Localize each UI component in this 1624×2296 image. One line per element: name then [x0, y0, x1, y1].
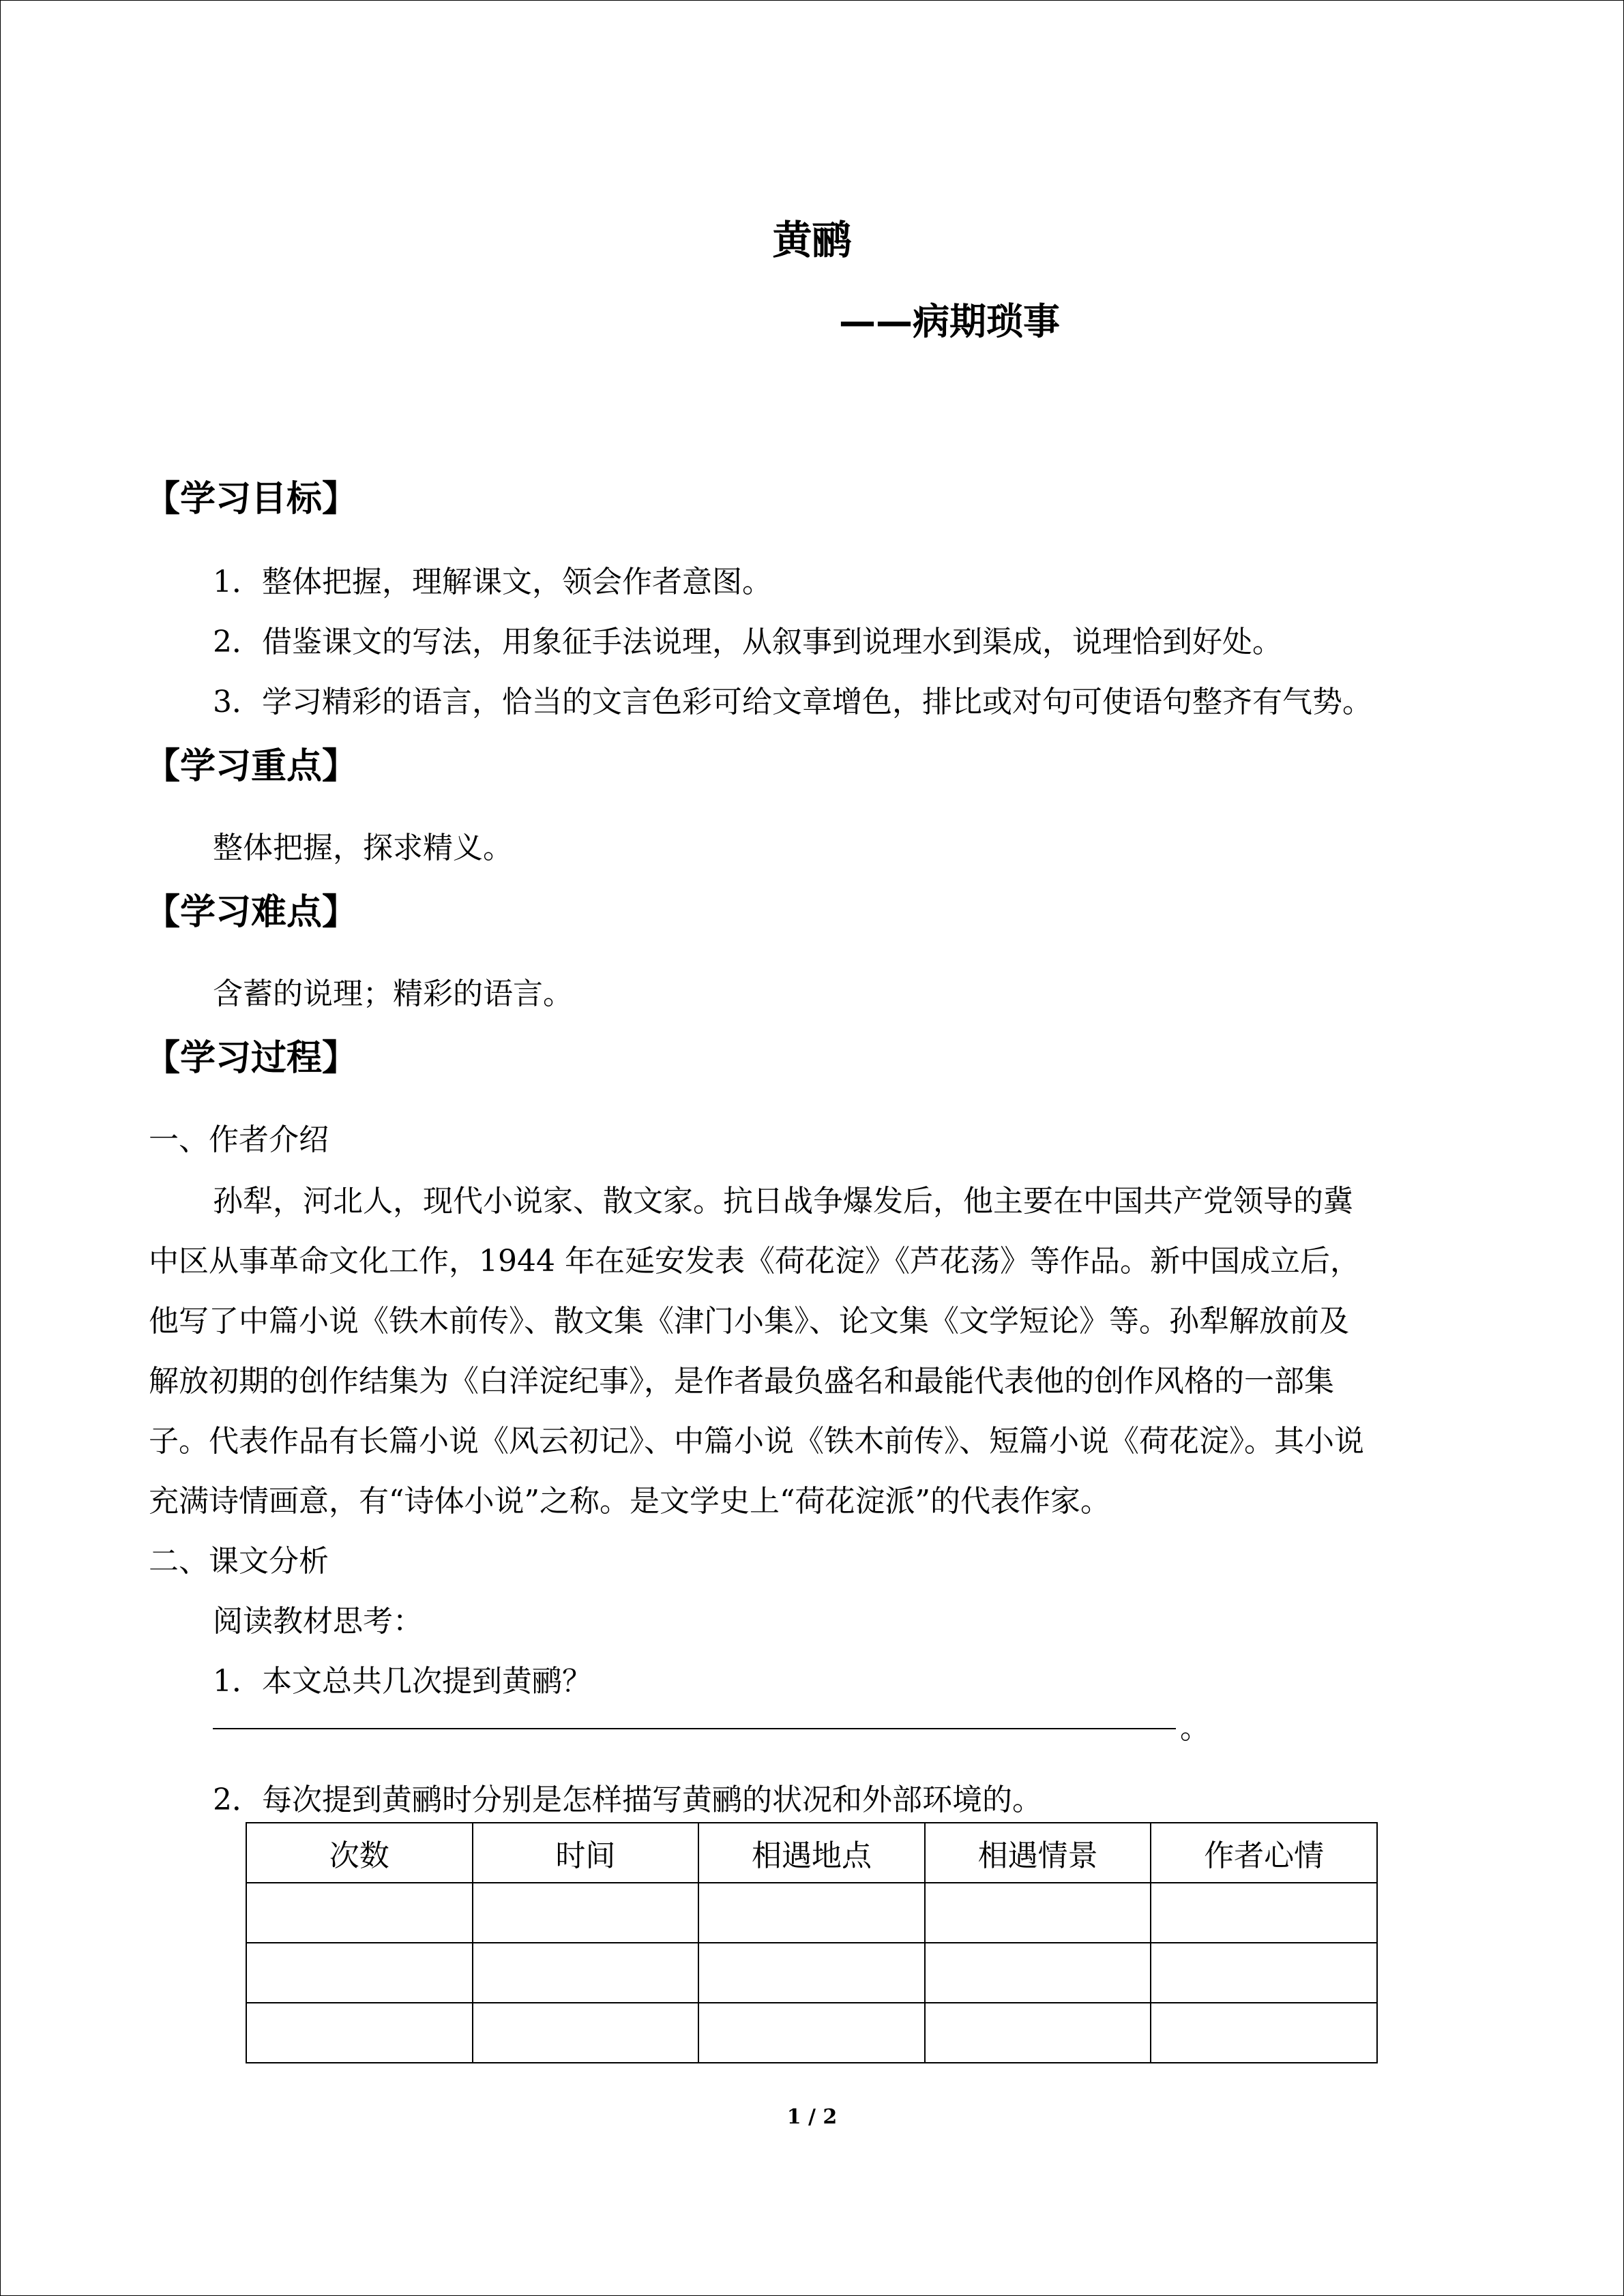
- key-points-heading: 【学习重点】: [145, 746, 358, 787]
- table-header-cell: 作者心情: [1151, 1823, 1377, 1883]
- table-cell[interactable]: [473, 1883, 699, 1943]
- question-1: 1．本文总共几次提到黄鹂？: [213, 1664, 592, 1699]
- answer-end-mark: 。: [1180, 1711, 1210, 1746]
- table-cell[interactable]: [925, 1943, 1151, 2003]
- difficulties-heading: 【学习难点】: [145, 892, 358, 933]
- author-intro-line: 子。代表作品有长篇小说《风云初记》、中篇小说《铁木前传》、短篇小说《荷花淀》。其小说: [149, 1424, 1364, 1459]
- page-number: 1 / 2: [786, 2105, 838, 2129]
- author-intro-line: 他写了中篇小说《铁木前传》、散文集《津门小集》、论文集《文学短论》等。孙犁解放前及: [149, 1304, 1349, 1339]
- objective-item: 1．整体把握，理解课文，领会作者意图。: [213, 565, 772, 599]
- part1-title: 一、作者介绍: [149, 1122, 329, 1157]
- part2-title: 二、课文分析: [149, 1544, 329, 1579]
- table-cell[interactable]: [698, 2003, 925, 2063]
- table-cell[interactable]: [698, 1943, 925, 2003]
- objective-item: 2．借鉴课文的写法，用象征手法说理，从叙事到说理水到渠成，说理恰到好处。: [213, 625, 1282, 659]
- table-cell[interactable]: [1151, 1883, 1377, 1943]
- document-subtitle: ——病期琐事: [839, 300, 1060, 343]
- table-row: [246, 1883, 1377, 1943]
- table-cell[interactable]: [1151, 2003, 1377, 2063]
- table-row: [246, 2003, 1377, 2063]
- table-cell[interactable]: [473, 1943, 699, 2003]
- key-points-text: 整体把握，探求精义。: [213, 831, 513, 865]
- table-cell[interactable]: [925, 2003, 1151, 2063]
- table-header-cell: 相遇情景: [925, 1823, 1151, 1883]
- objective-item: 3．学习精彩的语言，恰当的文言色彩可给文章增色，排比或对句可使语句整齐有气势。: [213, 685, 1372, 719]
- oriole-record-table: [246, 1822, 1378, 2063]
- table-header-cell: 时间: [473, 1823, 699, 1883]
- process-heading: 【学习过程】: [145, 1038, 358, 1079]
- table-cell[interactable]: [1151, 1943, 1377, 2003]
- table-cell[interactable]: [246, 1943, 473, 2003]
- document-title: 黄鹂: [772, 217, 852, 263]
- author-intro-line: 中区从事革命文化工作，1944 年在延安发表《荷花淀》《芦花荡》等作品。新中国成立后，: [149, 1244, 1360, 1279]
- author-intro-line: 解放初期的创作结集为《白洋淀纪事》，是作者最负盛名和最能代表他的创作风格的一部集: [149, 1364, 1334, 1399]
- table-header-row: [246, 1823, 1377, 1883]
- table-cell[interactable]: [246, 1883, 473, 1943]
- table-cell[interactable]: [473, 2003, 699, 2063]
- table-cell[interactable]: [698, 1883, 925, 1943]
- question-2: 2．每次提到黄鹂时分别是怎样描写黄鹂的状况和外部环境的。: [213, 1783, 1042, 1817]
- part2-intro: 阅读教材思考：: [213, 1604, 423, 1639]
- table-header-cell: 相遇地点: [698, 1823, 925, 1883]
- table-header-cell: 次数: [246, 1823, 473, 1883]
- author-intro-line: 孙犁，河北人，现代小说家、散文家。抗日战争爆发后，他主要在中国共产党领导的冀: [213, 1184, 1353, 1219]
- objectives-heading: 【学习目标】: [145, 479, 358, 520]
- table-cell[interactable]: [925, 1883, 1151, 1943]
- table-cell[interactable]: [246, 2003, 473, 2063]
- author-intro-line: 充满诗情画意，有“诗体小说”之称。是文学史上“荷花淀派”的代表作家。: [149, 1484, 1110, 1519]
- table-row: [246, 1943, 1377, 2003]
- difficulties-text: 含蓄的说理；精彩的语言。: [213, 976, 573, 1011]
- answer-blank-line[interactable]: [213, 1728, 1176, 1729]
